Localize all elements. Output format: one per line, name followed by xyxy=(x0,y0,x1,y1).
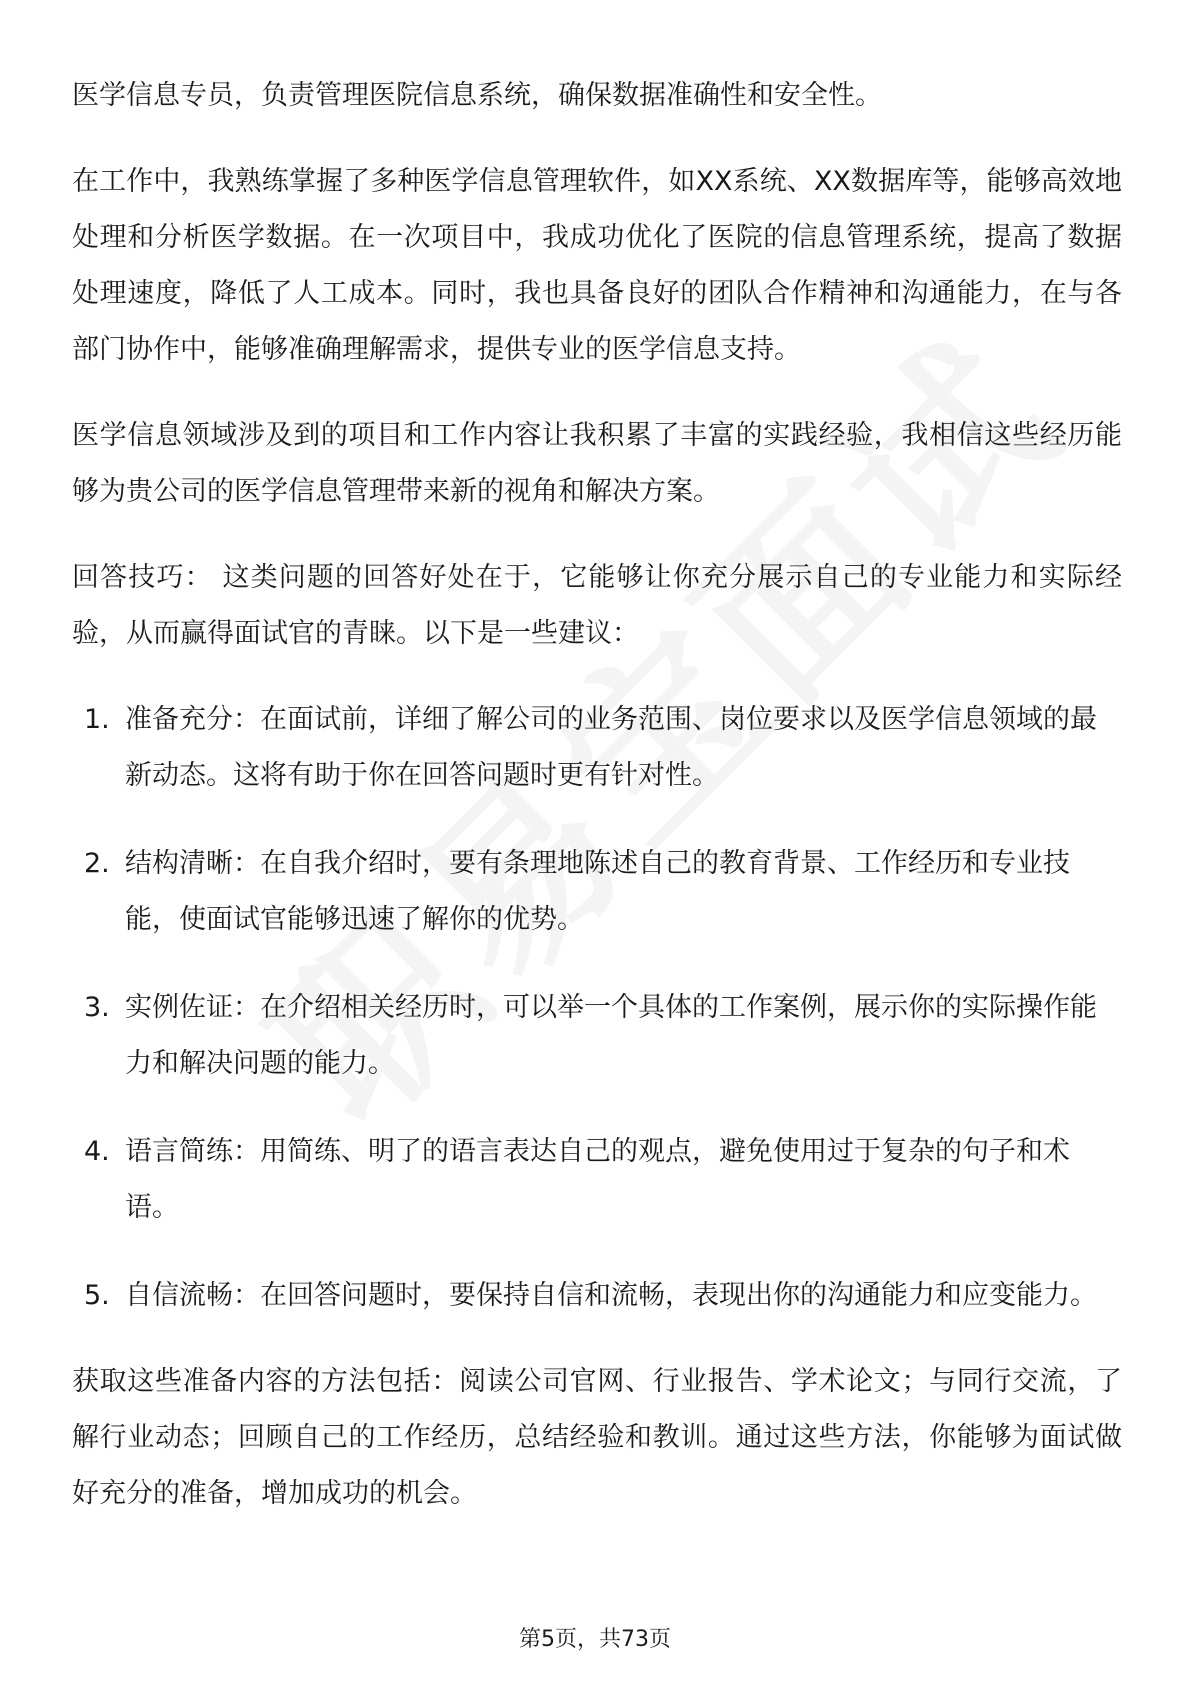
paragraph-work-experience: 在工作中，我熟练掌握了多种医学信息管理软件，如XX系统、XX数据库等，能够高效地处理和分析医学数据。在一次项目中，我成功优化了医院的信息管理系统，提高了数据处理速度，降低了人工成本。同时，我也具备良好的团队合作精神和沟通能力，在与各部门协作中，能够准确理解需求，提供专业的医学信息支持。 xyxy=(72,166,1122,365)
paragraph-role-summary: 医学信息专员，负责管理医院信息系统，确保数据准确性和安全性。 xyxy=(72,80,882,111)
list-item-number: 3. xyxy=(84,992,110,1023)
document-body xyxy=(72,68,1122,1552)
list-item-text: 结构清晰：在自我介绍时，要有条理地陈述自己的教育背景、工作经历和专业技能，使面试官能够迅速了解你的优势。 xyxy=(125,848,1070,935)
list-item xyxy=(72,836,1122,948)
page-number: 第5页，共73页 xyxy=(519,1627,671,1652)
list-item-text: 实例佐证：在介绍相关经历时，可以举一个具体的工作案例，展示你的实际操作能力和解决问题的能力。 xyxy=(125,992,1097,1079)
paragraph-answer-tips-intro: 回答技巧： 这类问题的回答好处在于，它能够让你充分展示自己的专业能力和实际经验，从而赢得面试官的青睐。以下是一些建议： xyxy=(72,562,1122,649)
list-item xyxy=(72,692,1122,804)
list-item-text: 自信流畅：在回答问题时，要保持自信和流畅，表现出你的沟通能力和应变能力。 xyxy=(125,1280,1097,1311)
list-item-number: 4. xyxy=(84,1136,110,1167)
list-item xyxy=(72,1268,1122,1324)
list-item xyxy=(72,1124,1122,1236)
paragraph-preparation-methods: 获取这些准备内容的方法包括：阅读公司官网、行业报告、学术论文；与同行交流，了解行业动态；回顾自己的工作经历，总结经验和教训。通过这些方法，你能够为面试做好充分的准备，增加成功的机会。 xyxy=(72,1366,1122,1509)
list-item-text: 语言简练：用简练、明了的语言表达自己的观点，避免使用过于复杂的句子和术语。 xyxy=(125,1136,1070,1223)
list-item-number: 2. xyxy=(84,848,110,879)
list-item-text: 准备充分：在面试前，详细了解公司的业务范围、岗位要求以及医学信息领域的最新动态。这将有助于你在回答问题时更有针对性。 xyxy=(125,704,1097,791)
tips-list xyxy=(72,692,1122,1324)
paragraph-conclusion: 医学信息领域涉及到的项目和工作内容让我积累了丰富的实践经验，我相信这些经历能够为贵公司的医学信息管理带来新的视角和解决方案。 xyxy=(72,420,1122,507)
list-item xyxy=(72,980,1122,1092)
list-item-number: 5. xyxy=(84,1280,110,1311)
list-item-number: 1. xyxy=(84,704,110,735)
